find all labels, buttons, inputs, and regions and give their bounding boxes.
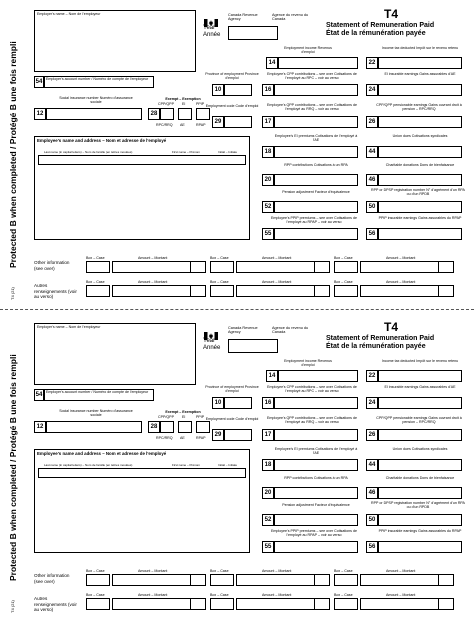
form-version-label: T4 (21)	[10, 600, 15, 613]
other-info-amount[interactable]	[360, 285, 454, 297]
side-main-text: Protected B when completed / Protégé B une fois rempli	[8, 41, 18, 268]
employee-name-field[interactable]	[38, 155, 246, 165]
form-version-label: T4 (21)	[10, 287, 15, 300]
exempt-sub-cpp: RPC/RRQ	[156, 123, 173, 127]
box-50-number: 50	[366, 201, 378, 213]
last-name-label: Last name (in capital letters) – Nom de famille (en lettres moulées)	[44, 463, 133, 467]
box-52-number: 52	[262, 201, 274, 213]
box-26-field[interactable]	[378, 429, 462, 441]
amount-cents-divider	[314, 574, 315, 586]
amount-cents-divider	[438, 574, 439, 586]
box-52-field[interactable]	[274, 514, 358, 526]
box-26-label: CPP/QPP pensionable earnings Gains ouvrant droit à pension – RPC/RRQ	[376, 416, 462, 424]
box-50-label: RPP or DPSP registration number N° d'agrément d'un RPA ou d'un RPDB	[371, 501, 465, 509]
exempt-cpp-checkbox[interactable]	[160, 421, 174, 433]
box-16-field[interactable]	[274, 84, 358, 96]
initial-label: Initial – Initiale	[218, 463, 238, 467]
employee-address-label: Employee's name and address – Nom et adresse de l'employé	[37, 138, 167, 143]
box-14-label: Employment income Revenus d'emploi	[284, 359, 332, 367]
employee-name-field[interactable]	[38, 468, 246, 478]
box-52-label: Pension adjustment Facteur d'équivalence	[282, 503, 350, 507]
employer-name-box[interactable]	[34, 323, 196, 385]
box-54-number: 54	[34, 76, 44, 88]
box-10-number: 10	[212, 397, 224, 409]
year-label-en: Year	[203, 338, 216, 344]
box-22-label: Income tax deducted Impôt sur le revenu retenu	[381, 46, 459, 50]
box-case-label: Box – Case	[210, 569, 229, 573]
canada-flag-icon	[204, 327, 218, 335]
box-56-label: PPIP insurable earnings Gains assurables du RPAP	[378, 529, 462, 533]
empcode-label: Employment code Code d'emploi	[205, 104, 259, 108]
box-28-number: 28	[148, 421, 160, 433]
other-info-amount[interactable]	[236, 285, 330, 297]
amount-cents-divider	[190, 261, 191, 273]
agency-en: Canada Revenue Agency	[228, 326, 258, 334]
other-info-amount[interactable]	[236, 598, 330, 610]
box-56-number: 56	[366, 541, 378, 553]
other-info-amount[interactable]	[360, 598, 454, 610]
box-29-number: 29	[212, 429, 224, 441]
box-44-number: 44	[366, 146, 378, 158]
box-22-number: 22	[366, 57, 378, 69]
box-24-number: 24	[366, 397, 378, 409]
box-16-field[interactable]	[274, 397, 358, 409]
other-info-amount[interactable]	[360, 261, 454, 273]
box-16-number: 16	[262, 397, 274, 409]
box-52-field[interactable]	[274, 201, 358, 213]
box-50-field[interactable]	[378, 514, 462, 526]
box-case-label: Box – Case	[210, 593, 229, 597]
box-case-label: Box – Case	[210, 256, 229, 260]
box-44-label: Union dues Cotisations syndicales	[392, 447, 448, 451]
box-55-field[interactable]	[274, 228, 358, 240]
amount-cents-divider	[438, 598, 439, 610]
box-55-field[interactable]	[274, 541, 358, 553]
box-44-number: 44	[366, 459, 378, 471]
exempt-label: Exempt – Exemption	[165, 97, 201, 101]
other-info-label: Other information (see over)	[34, 573, 70, 584]
other-info-box-code[interactable]	[86, 574, 110, 586]
province-label: Province of employment Province d'emploi	[205, 385, 259, 393]
amount-label: Amount – Montant	[262, 593, 292, 597]
other-info-box-code[interactable]	[86, 598, 110, 610]
amount-label: Amount – Montant	[138, 256, 168, 260]
other-info-box-code[interactable]	[334, 285, 358, 297]
exempt-sub-ei: AE	[180, 436, 185, 440]
box-56-number: 56	[366, 228, 378, 240]
first-name-label: First name – Prénom	[172, 150, 201, 154]
box-case-label: Box – Case	[86, 569, 105, 573]
amount-cents-divider	[314, 598, 315, 610]
exempt-sub-ei: AE	[180, 123, 185, 127]
form-code: T4	[384, 320, 399, 334]
box-17-label: Employee's QPP contributions – see over Cotisations de l'employé au RRQ – voir au verso	[267, 103, 357, 111]
box-20-number: 20	[262, 487, 274, 499]
side-main-text: Protected B when completed / Protégé B une fois rempli	[8, 354, 18, 581]
amount-label: Amount – Montant	[138, 593, 168, 597]
agency-en: Canada Revenue Agency	[228, 13, 258, 21]
t4-slip-2	[0, 313, 474, 618]
box-55-label: Employee's PPIP premiums – see over Cotisations de l'employé au RPAP – voir au verso	[271, 216, 357, 224]
other-info-box-code[interactable]	[86, 261, 110, 273]
box-12-field[interactable]	[46, 421, 142, 433]
other-info-amount[interactable]	[112, 261, 206, 273]
other-info-label: Other information (see over)	[34, 260, 70, 271]
box-46-number: 46	[366, 487, 378, 499]
sin-label: Social insurance number Numéro d'assurance sociale	[59, 409, 133, 417]
other-info-box-code[interactable]	[334, 574, 358, 586]
box-24-label: EI insurable earnings Gains assurables d'AE	[384, 72, 456, 76]
box-50-label: RPP or DPSP registration number N° d'agrément d'un RPA ou d'un RPDB	[371, 188, 465, 196]
box-10-number: 10	[212, 84, 224, 96]
box-26-label: CPP/QPP pensionable earnings Gains ouvrant droit à pension – RPC/RRQ	[376, 103, 462, 111]
exempt-ppip-checkbox[interactable]	[196, 421, 210, 433]
exempt-col-cpp: CPP/QPP	[158, 415, 174, 419]
box-case-label: Box – Case	[334, 593, 353, 597]
exempt-sub-cpp: RPC/RRQ	[156, 436, 173, 440]
other-info-amount[interactable]	[360, 574, 454, 586]
box-50-field[interactable]	[378, 201, 462, 213]
last-name-label: Last name (in capital letters) – Nom de famille (en lettres moulées)	[44, 150, 133, 154]
other-info-amount[interactable]	[112, 285, 206, 297]
title-fr: État de la rémunération payée	[326, 30, 426, 37]
box-10-field[interactable]	[224, 84, 252, 96]
box-52-label: Pension adjustment Facteur d'équivalence	[282, 190, 350, 194]
first-name-label: First name – Prénom	[172, 463, 201, 467]
year-label-fr: Année	[203, 345, 221, 351]
other-info-box-code[interactable]	[334, 261, 358, 273]
box-55-number: 55	[262, 541, 274, 553]
title-fr: État de la rémunération payée	[326, 343, 426, 350]
box-20-label: RPP contributions Cotisations à un RPA	[284, 476, 348, 480]
box-20-field[interactable]	[274, 487, 358, 499]
box-10-field[interactable]	[224, 397, 252, 409]
box-17-label: Employee's QPP contributions – see over Cotisations de l'employé au RRQ – voir au verso	[267, 416, 357, 424]
box-12-number: 12	[34, 421, 46, 433]
box-54-label: Employer's account number / Numéro de compte de l'employeur	[46, 390, 149, 394]
box-17-field[interactable]	[274, 429, 358, 441]
year-field[interactable]	[228, 339, 278, 353]
box-56-field[interactable]	[378, 541, 462, 553]
box-22-field[interactable]	[378, 57, 462, 69]
amount-cents-divider	[438, 285, 439, 297]
other-info-box-code[interactable]	[334, 598, 358, 610]
other-info-box-code[interactable]	[86, 285, 110, 297]
protected-b-side-label	[8, 0, 22, 290]
other-info-box-code[interactable]	[210, 285, 234, 297]
exempt-ei-checkbox[interactable]	[178, 421, 192, 433]
agency-fr: Agence du revenu du Canada	[272, 326, 309, 334]
box-46-label: Charitable donations Dons de bienfaisance	[385, 476, 455, 480]
amount-label: Amount – Montant	[262, 256, 292, 260]
amount-label: Amount – Montant	[262, 280, 292, 284]
initial-label: Initial – Initiale	[218, 150, 238, 154]
amount-cents-divider	[190, 574, 191, 586]
other-info-box-code[interactable]	[210, 598, 234, 610]
employer-name-label: Employer's name – Nom de l'employeur	[37, 12, 101, 16]
box-26-number: 26	[366, 429, 378, 441]
title-en: Statement of Remuneration Paid	[326, 335, 435, 342]
box-case-label: Box – Case	[210, 280, 229, 284]
box-46-number: 46	[366, 174, 378, 186]
box-12-field[interactable]	[46, 108, 142, 120]
box-29-field[interactable]	[224, 429, 252, 441]
box-29-number: 29	[212, 116, 224, 128]
agency-fr: Agence du revenu du Canada	[272, 13, 309, 21]
exempt-cpp-checkbox[interactable]	[160, 108, 174, 120]
box-52-number: 52	[262, 514, 274, 526]
other-info-amount[interactable]	[112, 598, 206, 610]
autres-label: Autres renseignements (voir au verso)	[34, 596, 77, 612]
box-55-label: Employee's PPIP premiums – see over Cotisations de l'employé au RPAP – voir au verso	[271, 529, 357, 537]
amount-cents-divider	[314, 261, 315, 273]
box-case-label: Box – Case	[334, 280, 353, 284]
empcode-label: Employment code Code d'emploi	[205, 417, 259, 421]
box-14-label: Employment income Revenus d'emploi	[284, 46, 332, 54]
province-label: Province of employment Province d'emploi	[205, 72, 259, 80]
box-14-number: 14	[266, 370, 278, 382]
other-info-amount[interactable]	[112, 574, 206, 586]
other-info-amount[interactable]	[236, 261, 330, 273]
exempt-label: Exempt – Exemption	[165, 410, 201, 414]
box-14-field[interactable]	[278, 57, 358, 69]
box-18-field[interactable]	[274, 146, 358, 158]
box-case-label: Box – Case	[86, 256, 105, 260]
box-46-field[interactable]	[378, 174, 462, 186]
box-17-number: 17	[262, 116, 274, 128]
box-24-field[interactable]	[378, 84, 462, 96]
amount-label: Amount – Montant	[386, 280, 416, 284]
exempt-col-ppip: PPIP	[196, 102, 205, 106]
box-44-field[interactable]	[378, 146, 462, 158]
box-18-label: Employee's EI premiums Cotisations de l'employé à l'AE	[274, 447, 358, 455]
box-54-number: 54	[34, 389, 44, 401]
employer-name-box[interactable]	[34, 10, 196, 72]
box-26-number: 26	[366, 116, 378, 128]
exempt-col-ei: EI	[182, 415, 186, 419]
box-16-label: Employee's CPP contributions – see over Cotisations de l'employé au RPC – voir au verso	[267, 385, 357, 393]
box-56-field[interactable]	[378, 228, 462, 240]
other-info-box-code[interactable]	[210, 574, 234, 586]
box-24-number: 24	[366, 84, 378, 96]
box-44-label: Union dues Cotisations syndicales	[392, 134, 448, 138]
t4-slip-1	[0, 0, 474, 305]
amount-label: Amount – Montant	[386, 256, 416, 260]
amount-label: Amount – Montant	[386, 593, 416, 597]
year-field[interactable]	[228, 26, 278, 40]
box-20-label: RPP contributions Cotisations à un RPA	[284, 163, 348, 167]
box-18-field[interactable]	[274, 459, 358, 471]
box-14-number: 14	[266, 57, 278, 69]
box-50-number: 50	[366, 514, 378, 526]
box-17-number: 17	[262, 429, 274, 441]
amount-label: Amount – Montant	[386, 569, 416, 573]
box-22-number: 22	[366, 370, 378, 382]
box-29-field[interactable]	[224, 116, 252, 128]
box-56-label: PPIP insurable earnings Gains assurables du RPAP	[378, 216, 462, 220]
box-24-label: EI insurable earnings Gains assurables d'AE	[384, 385, 456, 389]
autres-label: Autres renseignements (voir au verso)	[34, 283, 77, 299]
protected-b-side-label	[8, 313, 22, 603]
exempt-sub-ppip: RPAP	[196, 123, 206, 127]
box-17-field[interactable]	[274, 116, 358, 128]
exempt-sub-ppip: RPAP	[196, 436, 206, 440]
slip-separator	[0, 309, 474, 310]
other-info-box-code[interactable]	[210, 261, 234, 273]
box-16-label: Employee's CPP contributions – see over Cotisations de l'employé au RPC – voir au verso	[267, 72, 357, 80]
box-18-label: Employee's EI premiums Cotisations de l'employé à l'AE	[274, 134, 358, 142]
other-info-amount[interactable]	[236, 574, 330, 586]
box-46-field[interactable]	[378, 487, 462, 499]
box-26-field[interactable]	[378, 116, 462, 128]
amount-cents-divider	[314, 285, 315, 297]
year-label-en: Year	[203, 25, 216, 31]
box-case-label: Box – Case	[334, 256, 353, 260]
exempt-col-ei: EI	[182, 102, 186, 106]
exempt-col-ppip: PPIP	[196, 415, 205, 419]
exempt-ppip-checkbox[interactable]	[196, 108, 210, 120]
box-12-number: 12	[34, 108, 46, 120]
amount-cents-divider	[190, 598, 191, 610]
employee-address-label: Employee's name and address – Nom et adresse de l'employé	[37, 451, 167, 456]
box-18-number: 18	[262, 459, 274, 471]
amount-label: Amount – Montant	[262, 569, 292, 573]
box-case-label: Box – Case	[86, 280, 105, 284]
box-46-label: Charitable donations Dons de bienfaisance	[385, 163, 455, 167]
box-case-label: Box – Case	[86, 593, 105, 597]
exempt-ei-checkbox[interactable]	[178, 108, 192, 120]
amount-label: Amount – Montant	[138, 280, 168, 284]
box-54-label: Employer's account number / Numéro de compte de l'employeur	[46, 77, 149, 81]
sin-label: Social insurance number Numéro d'assurance sociale	[59, 96, 133, 104]
box-14-field[interactable]	[278, 370, 358, 382]
amount-cents-divider	[190, 285, 191, 297]
amount-label: Amount – Montant	[138, 569, 168, 573]
box-20-field[interactable]	[274, 174, 358, 186]
box-24-field[interactable]	[378, 397, 462, 409]
box-16-number: 16	[262, 84, 274, 96]
form-code: T4	[384, 7, 399, 21]
box-44-field[interactable]	[378, 459, 462, 471]
title-en: Statement of Remuneration Paid	[326, 22, 435, 29]
canada-flag-icon	[204, 14, 218, 22]
box-28-number: 28	[148, 108, 160, 120]
employer-name-label: Employer's name – Nom de l'employeur	[37, 325, 101, 329]
box-55-number: 55	[262, 228, 274, 240]
box-22-label: Income tax deducted Impôt sur le revenu retenu	[381, 359, 459, 363]
amount-cents-divider	[438, 261, 439, 273]
year-label-fr: Année	[203, 32, 221, 38]
box-22-field[interactable]	[378, 370, 462, 382]
exempt-col-cpp: CPP/QPP	[158, 102, 174, 106]
box-case-label: Box – Case	[334, 569, 353, 573]
box-20-number: 20	[262, 174, 274, 186]
box-18-number: 18	[262, 146, 274, 158]
